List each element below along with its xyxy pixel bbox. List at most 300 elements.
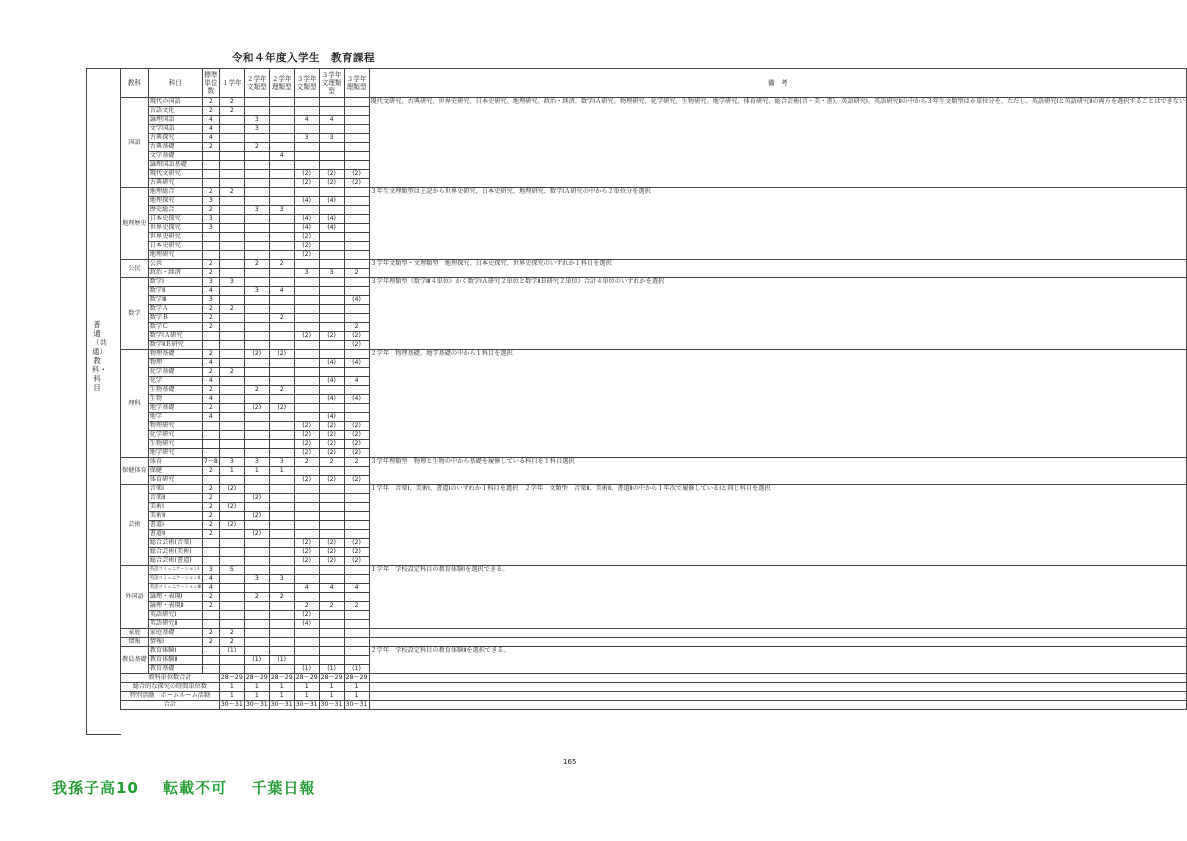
credit-cell: (2) <box>319 548 344 557</box>
credit-cell <box>219 548 244 557</box>
credit-cell <box>344 107 369 116</box>
credit-cell <box>294 503 319 512</box>
summary-value: 1 <box>244 683 269 692</box>
credit-cell <box>244 485 269 494</box>
credit-cell <box>269 494 294 503</box>
credit-cell <box>344 647 369 656</box>
credit-cell <box>244 377 269 386</box>
credit-cell: (2) <box>319 476 344 485</box>
credit-cell: (2) <box>344 557 369 566</box>
credit-cell <box>244 296 269 305</box>
credit-cell <box>344 188 369 197</box>
credit-cell <box>294 629 319 638</box>
subject-name: 物理 <box>148 359 202 368</box>
credit-cell <box>269 440 294 449</box>
credit-cell <box>319 152 344 161</box>
credit-cell <box>344 350 369 359</box>
credit-cell <box>219 611 244 620</box>
credit-cell <box>219 413 244 422</box>
credit-cell <box>219 143 244 152</box>
footer-stamp <box>52 777 333 798</box>
credit-cell <box>219 224 244 233</box>
credit-cell <box>294 296 319 305</box>
credit-cell <box>319 467 344 476</box>
credit-cell <box>269 161 294 170</box>
common-subjects-band <box>86 68 121 735</box>
subject-name: 文学基礎 <box>148 152 202 161</box>
remarks-cell: 現代文研究、古典研究、世界史研究、日本史研究、地理研究、政治・経済、数学ⅠＡ研究、物理研究、化学研究、生物研究、地学研究、体育研究、総合芸術(音・美・書)、英語研究Ⅰ、英語研究Ⅱの中から３年生文類型は６単位分を、ただし、英語研究Ⅰと英語研究Ⅱの両方を選択することはできない <box>369 98 1187 188</box>
subject-group: 国語 <box>121 98 149 188</box>
credit-cell <box>269 98 294 107</box>
credit-cell <box>202 332 219 341</box>
credit-cell <box>269 548 294 557</box>
credit-cell <box>294 593 319 602</box>
credit-cell: 2 <box>202 206 219 215</box>
credit-cell: (2) <box>294 332 319 341</box>
credit-cell <box>344 593 369 602</box>
credit-cell <box>319 566 344 575</box>
credit-cell: 4 <box>294 116 319 125</box>
credit-cell <box>319 593 344 602</box>
subject-name: 保健 <box>148 467 202 476</box>
credit-cell <box>244 188 269 197</box>
subject-name: 地理探究 <box>148 197 202 206</box>
remarks-cell: ３学年理類型 物理と生物の中から基礎を履修している科目を１科目選択 <box>369 458 1187 485</box>
credit-cell: (2) <box>319 440 344 449</box>
credit-cell <box>319 242 344 251</box>
credit-cell: 3 <box>269 458 294 467</box>
credit-cell <box>219 665 244 674</box>
credit-cell <box>294 512 319 521</box>
credit-cell: (1) <box>319 665 344 674</box>
subject-name: 古典基礎 <box>148 143 202 152</box>
subject-name: 体育 <box>148 458 202 467</box>
credit-cell <box>269 341 294 350</box>
credit-cell: (1) <box>344 665 369 674</box>
credit-cell <box>319 161 344 170</box>
credit-cell <box>319 512 344 521</box>
subject-name: 世界史研究 <box>148 233 202 242</box>
credit-cell <box>344 575 369 584</box>
credit-cell <box>219 494 244 503</box>
subject-name: 書道Ⅱ <box>148 530 202 539</box>
credit-cell <box>244 152 269 161</box>
credit-cell <box>244 197 269 206</box>
credit-cell: 2 <box>202 593 219 602</box>
credit-cell <box>202 620 219 629</box>
credit-cell: 3 <box>244 206 269 215</box>
subject-name: 日本史研究 <box>148 242 202 251</box>
credit-cell <box>219 134 244 143</box>
credit-cell: 2 <box>202 260 219 269</box>
summary-value: 30～31 <box>295 701 318 709</box>
credit-cell <box>344 125 369 134</box>
credit-cell <box>319 368 344 377</box>
credit-cell: (2) <box>269 350 294 359</box>
credit-cell: 3 <box>219 278 244 287</box>
credit-cell: 2 <box>294 602 319 611</box>
credit-cell <box>244 179 269 188</box>
credit-cell <box>202 431 219 440</box>
column-header: ３学年 文類型 <box>294 69 319 98</box>
credit-cell: (2) <box>344 476 369 485</box>
credit-cell: (4) <box>319 224 344 233</box>
credit-cell: 2 <box>219 629 244 638</box>
credit-cell: (2) <box>319 431 344 440</box>
subject-name: 数学Ｃ <box>148 323 202 332</box>
credit-cell <box>294 125 319 134</box>
credit-cell <box>219 287 244 296</box>
credit-cell: (2) <box>294 440 319 449</box>
credit-cell <box>219 341 244 350</box>
credit-cell: 3 <box>269 206 294 215</box>
credit-cell: (2) <box>294 548 319 557</box>
credit-cell: 1 <box>244 467 269 476</box>
credit-cell <box>344 116 369 125</box>
credit-cell <box>269 557 294 566</box>
credit-cell <box>319 341 344 350</box>
credit-cell: 2 <box>202 485 219 494</box>
credit-cell <box>219 359 244 368</box>
credit-cell <box>319 494 344 503</box>
credit-cell <box>344 152 369 161</box>
credit-cell <box>269 125 294 134</box>
credit-cell <box>294 377 319 386</box>
credit-cell <box>269 197 294 206</box>
credit-cell: 3 <box>269 575 294 584</box>
credit-cell <box>219 431 244 440</box>
table-row <box>121 98 1187 107</box>
credit-cell: 2 <box>344 602 369 611</box>
credit-cell <box>202 341 219 350</box>
credit-cell <box>244 440 269 449</box>
subject-name: 数学ⅠＡ研究 <box>148 332 202 341</box>
credit-cell: 2 <box>244 386 269 395</box>
credit-cell: 2 <box>202 467 219 476</box>
subject-name: 言語文化 <box>148 107 202 116</box>
credit-cell <box>202 539 219 548</box>
table-row <box>121 278 1187 287</box>
credit-cell <box>219 395 244 404</box>
credit-cell <box>344 134 369 143</box>
credit-cell: (2) <box>344 449 369 458</box>
credit-cell: 2 <box>202 107 219 116</box>
credit-cell: 2 <box>269 593 294 602</box>
subject-name: 総合芸術(音楽) <box>148 539 202 548</box>
credit-cell <box>294 494 319 503</box>
credit-cell <box>219 296 244 305</box>
credit-cell <box>244 413 269 422</box>
credit-cell: 2 <box>269 386 294 395</box>
credit-cell <box>344 305 369 314</box>
credit-cell: (2) <box>294 476 319 485</box>
credit-cell <box>269 485 294 494</box>
subject-name: 体育研究 <box>148 476 202 485</box>
credit-cell <box>269 242 294 251</box>
credit-cell <box>244 521 269 530</box>
summary-row <box>121 683 1187 692</box>
credit-cell <box>202 161 219 170</box>
summary-value: 28～29 <box>320 674 343 682</box>
credit-cell: (4) <box>344 296 369 305</box>
credit-cell: 2 <box>219 188 244 197</box>
credit-cell <box>294 368 319 377</box>
remarks-cell <box>369 629 1187 638</box>
credit-cell <box>219 512 244 521</box>
credit-cell <box>269 143 294 152</box>
credit-cell: (2) <box>294 449 319 458</box>
credit-cell <box>219 179 244 188</box>
credit-cell: (2) <box>344 431 369 440</box>
credit-cell <box>219 314 244 323</box>
subject-name: 化学研究 <box>148 431 202 440</box>
credit-cell: 2 <box>202 512 219 521</box>
credit-cell: (4) <box>294 215 319 224</box>
credit-cell <box>219 233 244 242</box>
credit-cell: 4 <box>344 377 369 386</box>
credit-cell <box>294 647 319 656</box>
credit-cell: (2) <box>294 557 319 566</box>
remarks-cell <box>369 701 1187 710</box>
credit-cell: (2) <box>344 170 369 179</box>
credit-cell <box>269 620 294 629</box>
remarks-cell: １学年 音楽Ⅰ、美術Ⅰ、書道Ⅰのいずれか１科目を選択 ２学年 文類型 音楽Ⅱ、美術Ⅱ、書道Ⅱの中から１年次で履修しているⅠと同じ科目を選択 <box>369 485 1187 566</box>
credit-cell: (2) <box>294 233 319 242</box>
credit-cell <box>202 557 219 566</box>
subject-name: 論理国語 <box>148 116 202 125</box>
credit-cell <box>244 584 269 593</box>
credit-cell: (1) <box>244 656 269 665</box>
summary-label: 合計 <box>121 701 220 710</box>
credit-cell: 4 <box>269 287 294 296</box>
credit-cell <box>269 188 294 197</box>
credit-cell <box>319 485 344 494</box>
credit-cell <box>269 503 294 512</box>
credit-cell: 2 <box>219 368 244 377</box>
footer-notice: 転載不可 <box>163 779 228 797</box>
page-number: 165 <box>563 758 577 766</box>
credit-cell: (4) <box>294 197 319 206</box>
credit-cell: 3 <box>202 215 219 224</box>
credit-cell <box>269 251 294 260</box>
subject-name: 教育基礎 <box>148 665 202 674</box>
summary-label: 教科単位数合計 <box>121 674 220 683</box>
table-row <box>121 485 1187 494</box>
subject-name: 英語コミュニケーションⅡ <box>148 575 202 584</box>
credit-cell <box>244 422 269 431</box>
subject-name: 古典探究 <box>148 134 202 143</box>
credit-cell: (4) <box>344 395 369 404</box>
subject-name: 英語コミュニケーションⅢ <box>148 584 202 593</box>
credit-cell <box>202 242 219 251</box>
credit-cell <box>269 476 294 485</box>
subject-group: 地理歴史 <box>121 188 149 260</box>
credit-cell: 3 <box>244 287 269 296</box>
credit-cell: 3 <box>294 134 319 143</box>
credit-cell: (2) <box>294 170 319 179</box>
credit-cell: 5 <box>219 566 244 575</box>
credit-cell: 2 <box>244 260 269 269</box>
subject-group: 数学 <box>121 278 149 350</box>
credit-cell <box>319 143 344 152</box>
credit-cell <box>219 323 244 332</box>
credit-cell <box>219 170 244 179</box>
credit-cell: (2) <box>294 422 319 431</box>
credit-cell <box>344 512 369 521</box>
credit-cell <box>244 611 269 620</box>
credit-cell <box>269 413 294 422</box>
credit-cell: (1) <box>294 665 319 674</box>
credit-cell: 2 <box>319 602 344 611</box>
credit-cell: 4 <box>202 413 219 422</box>
credit-cell <box>319 107 344 116</box>
summary-value: 1 <box>319 692 344 701</box>
subject-name: 総合芸術(美術) <box>148 548 202 557</box>
credit-cell <box>219 575 244 584</box>
summary-value: 30～31 <box>320 701 343 709</box>
credit-cell <box>269 431 294 440</box>
subject-name: 論理・表現Ⅰ <box>148 593 202 602</box>
credit-cell <box>319 521 344 530</box>
credit-cell <box>319 656 344 665</box>
credit-cell: (2) <box>219 485 244 494</box>
column-header: ３学年 文理類型 <box>319 69 344 98</box>
credit-cell <box>319 350 344 359</box>
subject-name: 論理国語基礎 <box>148 161 202 170</box>
credit-cell <box>294 206 319 215</box>
subject-name: 歴史総合 <box>148 206 202 215</box>
credit-cell <box>344 485 369 494</box>
footer-school: 我孫子高10 <box>52 779 139 797</box>
subject-name: 教育体験Ⅰ <box>148 647 202 656</box>
credit-cell <box>219 440 244 449</box>
credit-cell: 2 <box>244 143 269 152</box>
credit-cell: 4 <box>319 584 344 593</box>
credit-cell: 2 <box>269 314 294 323</box>
credit-cell <box>344 638 369 647</box>
credit-cell <box>294 485 319 494</box>
column-header: 教科 <box>121 69 149 98</box>
subject-name: 数学Ⅲ <box>148 296 202 305</box>
credit-cell <box>219 539 244 548</box>
summary-value: 1 <box>319 683 344 692</box>
summary-value: 30～31 <box>270 701 293 709</box>
credit-cell: (4) <box>319 395 344 404</box>
credit-cell <box>244 323 269 332</box>
credit-cell <box>319 206 344 215</box>
credit-cell <box>269 215 294 224</box>
credit-cell: (4) <box>319 215 344 224</box>
credit-cell: 2 <box>202 350 219 359</box>
credit-cell: 1 <box>269 467 294 476</box>
credit-cell: 4 <box>202 134 219 143</box>
credit-cell: (4) <box>344 359 369 368</box>
credit-cell <box>294 161 319 170</box>
subject-name: 総合芸術(書道) <box>148 557 202 566</box>
subject-name: 情報Ⅰ <box>148 638 202 647</box>
summary-row <box>121 674 1187 683</box>
credit-cell <box>319 296 344 305</box>
summary-value: 1 <box>294 683 319 692</box>
credit-cell: (2) <box>319 449 344 458</box>
credit-cell <box>344 386 369 395</box>
credit-cell: (2) <box>344 341 369 350</box>
credit-cell <box>269 530 294 539</box>
credit-cell <box>319 530 344 539</box>
summary-value: 28～29 <box>295 674 318 682</box>
credit-cell <box>294 323 319 332</box>
credit-cell <box>202 233 219 242</box>
summary-value: 1 <box>269 692 294 701</box>
credit-cell <box>269 602 294 611</box>
subject-name: 生物基礎 <box>148 386 202 395</box>
credit-cell: (2) <box>344 179 369 188</box>
credit-cell <box>244 170 269 179</box>
credit-cell <box>294 638 319 647</box>
credit-cell: 4 <box>202 377 219 386</box>
table-row <box>121 629 1187 638</box>
credit-cell: 3 <box>202 566 219 575</box>
credit-cell <box>219 260 244 269</box>
credit-cell <box>344 161 369 170</box>
credit-cell: 2 <box>202 98 219 107</box>
credit-cell <box>294 350 319 359</box>
subject-name: 日本史探究 <box>148 215 202 224</box>
credit-cell: 2 <box>244 593 269 602</box>
credit-cell <box>319 251 344 260</box>
credit-cell: 2 <box>269 260 294 269</box>
credit-cell <box>244 602 269 611</box>
credit-cell <box>244 359 269 368</box>
footer-paper: 千葉日報 <box>251 779 316 797</box>
credit-cell <box>319 287 344 296</box>
credit-cell <box>244 431 269 440</box>
credit-cell <box>269 521 294 530</box>
credit-cell: 3 <box>294 269 319 278</box>
subject-name: 数学Ａ <box>148 305 202 314</box>
credit-cell <box>319 647 344 656</box>
subject-name: 教育体験Ⅱ <box>148 656 202 665</box>
subject-group: 外国語 <box>121 566 149 629</box>
summary-value: 30～31 <box>245 701 268 709</box>
credit-cell <box>344 143 369 152</box>
credit-cell <box>294 152 319 161</box>
credit-cell <box>244 665 269 674</box>
subject-name: 地理研究 <box>148 251 202 260</box>
remarks-cell: ３学年文類型・文理類型 地理探究、日本史探究、世界史探究のいずれか１科目を選択 <box>369 260 1187 278</box>
credit-cell <box>244 503 269 512</box>
credit-cell <box>244 161 269 170</box>
credit-cell <box>244 98 269 107</box>
table-row <box>121 350 1187 359</box>
credit-cell <box>294 521 319 530</box>
credit-cell: (4) <box>319 377 344 386</box>
credit-cell <box>269 422 294 431</box>
credit-cell: (2) <box>244 350 269 359</box>
credit-cell <box>294 341 319 350</box>
credit-cell: 2 <box>202 602 219 611</box>
remarks-cell <box>369 674 1187 683</box>
credit-cell <box>269 278 294 287</box>
credit-cell: 4 <box>269 152 294 161</box>
credit-cell <box>294 98 319 107</box>
credit-cell <box>344 98 369 107</box>
credit-cell <box>294 413 319 422</box>
credit-cell <box>269 512 294 521</box>
credit-cell <box>319 305 344 314</box>
credit-cell: 1 <box>219 467 244 476</box>
credit-cell <box>344 467 369 476</box>
